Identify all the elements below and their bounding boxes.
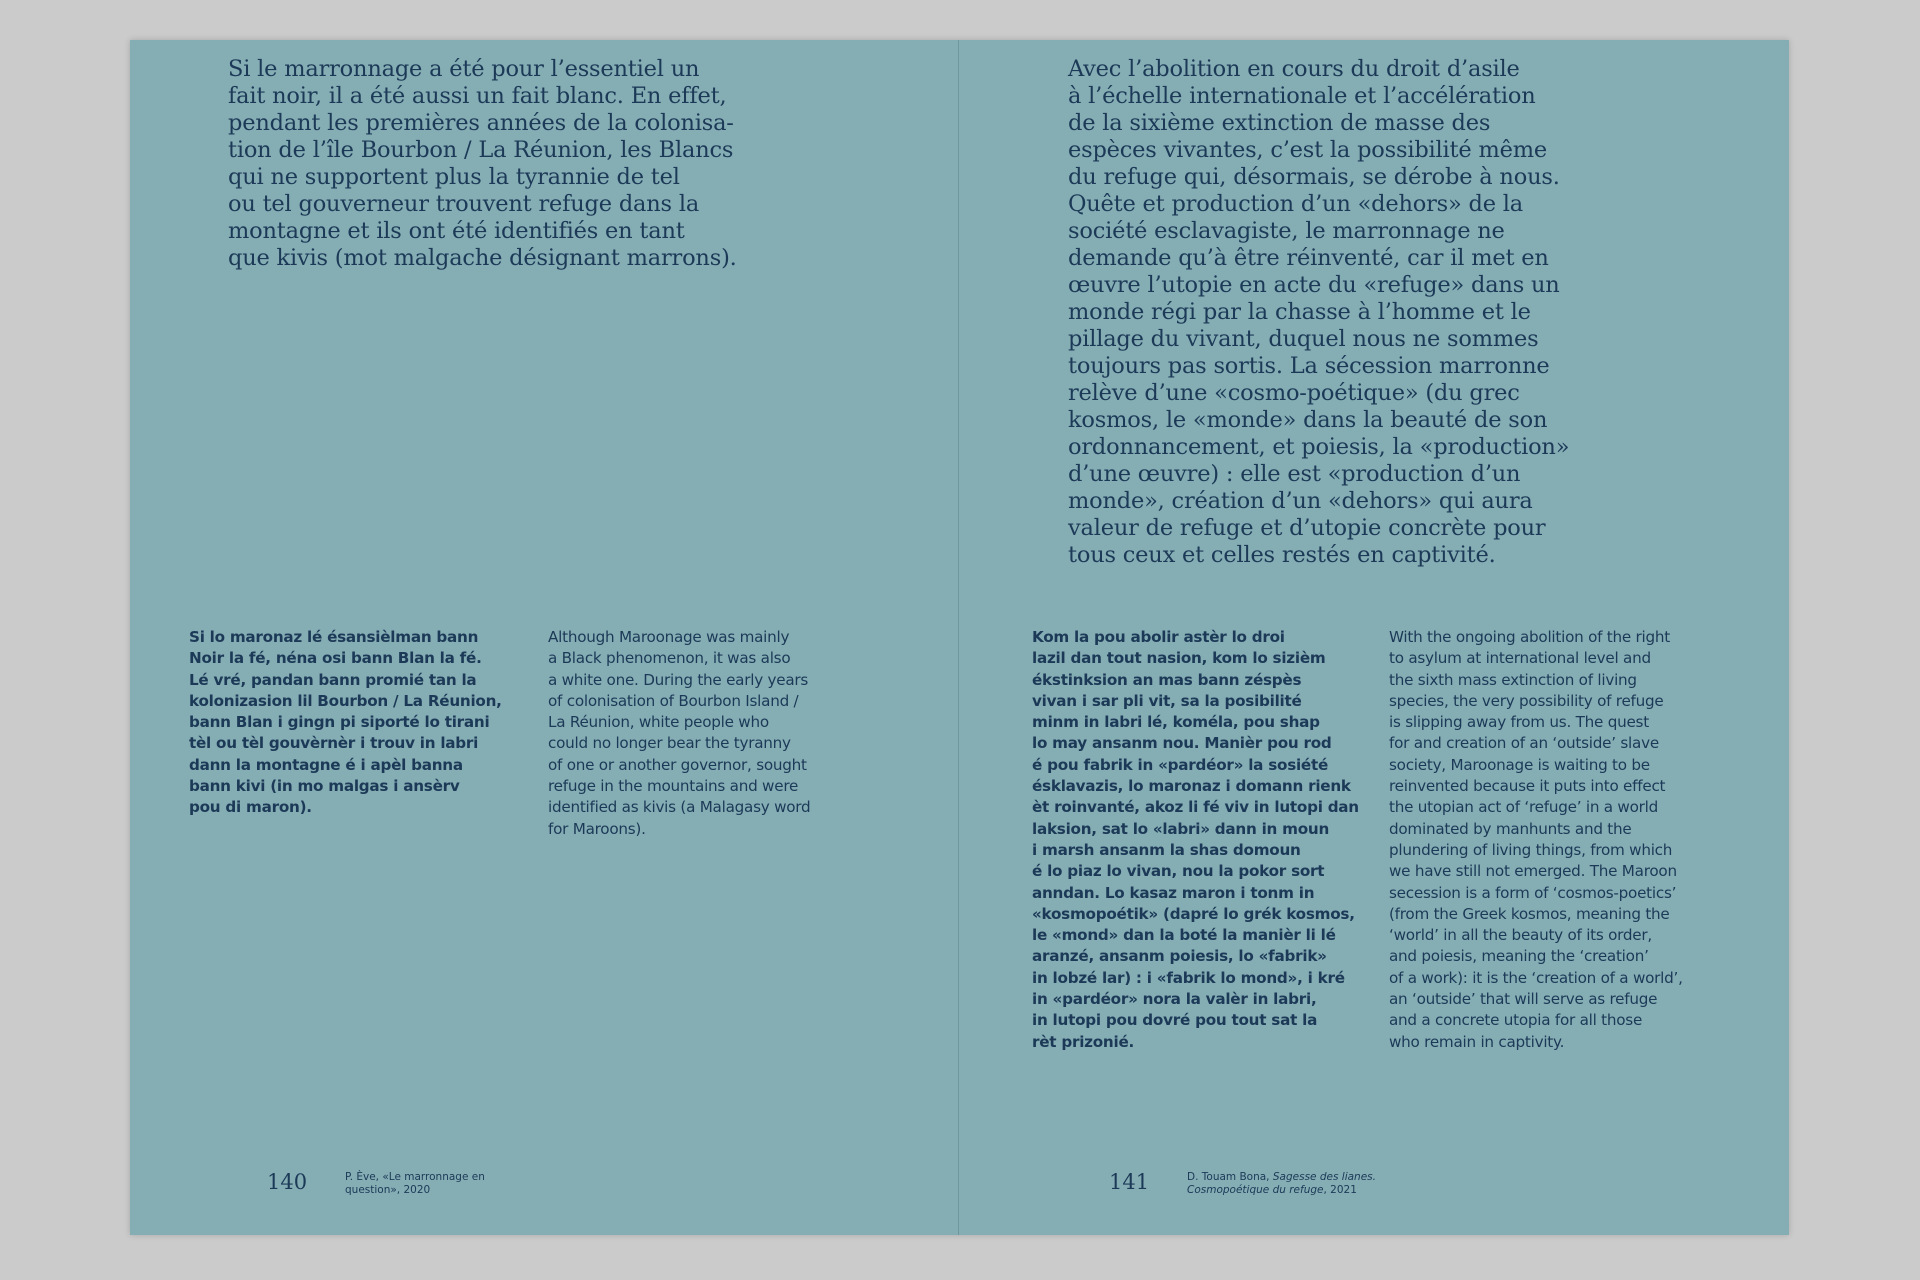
text-line: montagne et ils ont été identifiés en tant bbox=[228, 218, 685, 244]
source-line bbox=[1187, 1171, 1376, 1184]
text-line: in «pardéor» nora la valèr in labri, bbox=[1032, 990, 1317, 1009]
text-line: du refuge qui, désormais, se dérobe à nous. bbox=[1068, 164, 1560, 190]
text-line: Si le marronnage a été pour l’essentiel un bbox=[228, 56, 700, 82]
text-line: With the ongoing abolition of the right bbox=[1389, 628, 1670, 646]
text-line: plundering of living things, from which bbox=[1389, 840, 1673, 859]
text-line: is slipping away from us. The quest bbox=[1389, 713, 1649, 732]
text-line: an ‘outside’ that will serve as refuge bbox=[1389, 990, 1658, 1009]
text-line: could no longer bear the tyranny bbox=[548, 734, 791, 753]
text-line: kosmos, le «monde» dans la beauté de son bbox=[1068, 407, 1548, 433]
text-line: in lutopi pou dovré pou tout sat la bbox=[1032, 1011, 1318, 1030]
source-title: Cosmopoétique du refuge bbox=[1187, 1183, 1324, 1196]
text-line: é pou fabrik in «pardéor» la sosiété bbox=[1032, 755, 1329, 774]
text-line: ou tel gouverneur trouvent refuge dans la bbox=[228, 191, 700, 217]
text-line: ésklavazis, lo maronaz i domann rienk bbox=[1032, 777, 1351, 796]
text-line: ‘world’ in all the beauty of its order, bbox=[1389, 926, 1652, 945]
text-line: Avec l’abolition en cours du droit d’asile bbox=[1068, 56, 1520, 82]
text-line: monde», création d’un «dehors» qui aura bbox=[1068, 488, 1533, 514]
text-line: anndan. Lo kasaz maron i tonm in bbox=[1032, 883, 1315, 902]
text-line: bann kivi (in mo malgas i ansèrv bbox=[189, 777, 460, 796]
text-line: rèt prizonié. bbox=[1032, 1032, 1135, 1051]
text-line: Noir la fé, néna osi bann Blan la fé. bbox=[189, 649, 482, 668]
text-line: fait noir, il a été aussi un fait blanc. En effet, bbox=[228, 83, 727, 109]
text-line: of a work): it is the ‘creation of a world’, bbox=[1389, 968, 1683, 987]
main-paragraph-french bbox=[1068, 56, 1628, 569]
text-line: who remain in captivity. bbox=[1389, 1032, 1565, 1051]
text-line: de la sixième extinction de masse des bbox=[1068, 110, 1491, 136]
text-line: ékstinksion an mas bann zéspès bbox=[1032, 670, 1302, 689]
text-line: Lé vré, pandan bann promié tan la bbox=[189, 670, 477, 689]
text-line: vivan i sar pli vit, sa la posibilité bbox=[1032, 691, 1302, 710]
text-line: monde régi par la chasse à l’homme et le bbox=[1068, 299, 1531, 325]
source-citation bbox=[1187, 1171, 1376, 1196]
text-line: toujours pas sortis. La sécession marronne bbox=[1068, 353, 1550, 379]
text-line: le «mond» dan la boté la manièr li lé bbox=[1032, 926, 1336, 945]
text-line: dominated by manhunts and the bbox=[1389, 819, 1632, 838]
text-line: espèces vivantes, c’est la possibilité même bbox=[1068, 137, 1547, 163]
text-line: the sixth mass extinction of living bbox=[1389, 670, 1637, 689]
text-line: tion de l’île Bourbon / La Réunion, les Blancs bbox=[228, 137, 734, 163]
english-paragraph bbox=[548, 627, 878, 840]
text-line: society, Maroonage is waiting to be bbox=[1389, 755, 1650, 774]
text-line: minm in labri lé, koméla, pou shap bbox=[1032, 713, 1320, 732]
text-line: we have still not emerged. The Maroon bbox=[1389, 862, 1677, 881]
text-line: a Black phenomenon, it was also bbox=[548, 649, 791, 668]
text-line: a white one. During the early years bbox=[548, 670, 809, 689]
text-line: demande qu’à être réinventé, car il met en bbox=[1068, 245, 1549, 271]
text-line: œuvre l’utopie en acte du «refuge» dans un bbox=[1068, 272, 1560, 298]
source-year: , 2021 bbox=[1323, 1183, 1357, 1196]
text-line: Although Maroonage was mainly bbox=[548, 628, 790, 646]
text-line: relève d’une «cosmo-poétique» (du grec bbox=[1068, 380, 1520, 406]
text-line: La Réunion, white people who bbox=[548, 713, 769, 732]
text-line: identified as kivis (a Malagasy word bbox=[548, 798, 811, 817]
text-line: valeur de refuge et d’utopie concrète pour bbox=[1068, 515, 1546, 541]
text-line: Quête et production d’un «dehors» de la bbox=[1068, 191, 1524, 217]
text-line: que kivis (mot malgache désignant marrons). bbox=[228, 245, 737, 271]
text-line: for and creation of an ‘outside’ slave bbox=[1389, 734, 1659, 753]
text-line: d’une œuvre) : elle est «production d’un bbox=[1068, 461, 1521, 487]
text-line: «kosmopoétik» (dapré lo grék kosmos, bbox=[1032, 904, 1355, 923]
text-line: à l’échelle internationale et l’accélération bbox=[1068, 83, 1536, 109]
text-line: i marsh ansanm la shas domoun bbox=[1032, 840, 1301, 859]
text-line: Kom la pou abolir astèr lo droi bbox=[1032, 628, 1285, 646]
source-line: P. Ève, «Le marronnage en bbox=[345, 1171, 485, 1183]
source-title: Sagesse des lianes. bbox=[1272, 1171, 1376, 1183]
page-number: 140 bbox=[267, 1170, 308, 1194]
text-line: and a concrete utopia for all those bbox=[1389, 1011, 1643, 1030]
book-spread bbox=[130, 40, 1789, 1235]
text-line: société esclavagiste, le marronnage ne bbox=[1068, 218, 1505, 244]
creole-paragraph bbox=[1032, 627, 1362, 1053]
text-line: qui ne supportent plus la tyrannie de tel bbox=[228, 164, 680, 190]
text-line: pillage du vivant, duquel nous ne sommes bbox=[1068, 326, 1539, 352]
text-line: laksion, sat lo «labri» dann in moun bbox=[1032, 819, 1330, 838]
source-citation bbox=[345, 1171, 485, 1196]
text-line: lo may ansanm nou. Manièr pou rod bbox=[1032, 734, 1332, 753]
source-line: question», 2020 bbox=[345, 1183, 431, 1196]
text-line: aranzé, ansanm poiesis, lo «fabrik» bbox=[1032, 947, 1327, 966]
text-line: and poiesis, meaning the ‘creation’ bbox=[1389, 947, 1649, 966]
page-number: 141 bbox=[1109, 1170, 1150, 1194]
text-line: kolonizasion lil Bourbon / La Réunion, bbox=[189, 691, 502, 710]
text-line: é lo piaz lo vivan, nou la pokor sort bbox=[1032, 862, 1325, 881]
source-line bbox=[1187, 1184, 1376, 1197]
text-line: Si lo maronaz lé ésansièlman bann bbox=[189, 628, 479, 646]
text-line: reinvented because it puts into effect bbox=[1389, 777, 1666, 796]
text-line: lazil dan tout nasion, kom lo sizièm bbox=[1032, 649, 1326, 668]
text-line: ordonnancement, et poiesis, la «production» bbox=[1068, 434, 1570, 460]
text-line: refuge in the mountains and were bbox=[548, 777, 799, 796]
text-line: secession is a form of ‘cosmos-poetics’ bbox=[1389, 883, 1677, 902]
creole-paragraph bbox=[189, 627, 519, 819]
text-line: of one or another governor, sought bbox=[548, 755, 807, 774]
text-line: tèl ou tèl gouvèrnèr i trouv in labri bbox=[189, 734, 479, 753]
text-line: (from the Greek kosmos, meaning the bbox=[1389, 904, 1670, 923]
text-line: pendant les premières années de la colonisa- bbox=[228, 110, 734, 136]
main-paragraph-french bbox=[228, 56, 803, 272]
text-line: èt roinvanté, akoz li fé viv in lutopi dan bbox=[1032, 798, 1359, 817]
text-line: for Maroons). bbox=[548, 819, 646, 838]
source-author: D. Touam Bona, bbox=[1187, 1171, 1273, 1183]
text-line: species, the very possibility of refuge bbox=[1389, 691, 1664, 710]
text-line: dann la montagne é i apèl banna bbox=[189, 755, 463, 774]
text-line: bann Blan i gingn pi siporté lo tirani bbox=[189, 713, 490, 732]
text-line: in lobzé lar) : i «fabrik lo mond», i kré bbox=[1032, 968, 1345, 987]
text-line: tous ceux et celles restés en captivité. bbox=[1068, 542, 1496, 568]
english-paragraph bbox=[1389, 627, 1719, 1053]
left-page bbox=[130, 40, 959, 1235]
text-line: of colonisation of Bourbon Island / bbox=[548, 691, 799, 710]
right-page bbox=[960, 40, 1789, 1235]
text-line: the utopian act of ‘refuge’ in a world bbox=[1389, 798, 1658, 817]
text-line: pou di maron). bbox=[189, 798, 312, 817]
text-line: to asylum at international level and bbox=[1389, 649, 1651, 668]
